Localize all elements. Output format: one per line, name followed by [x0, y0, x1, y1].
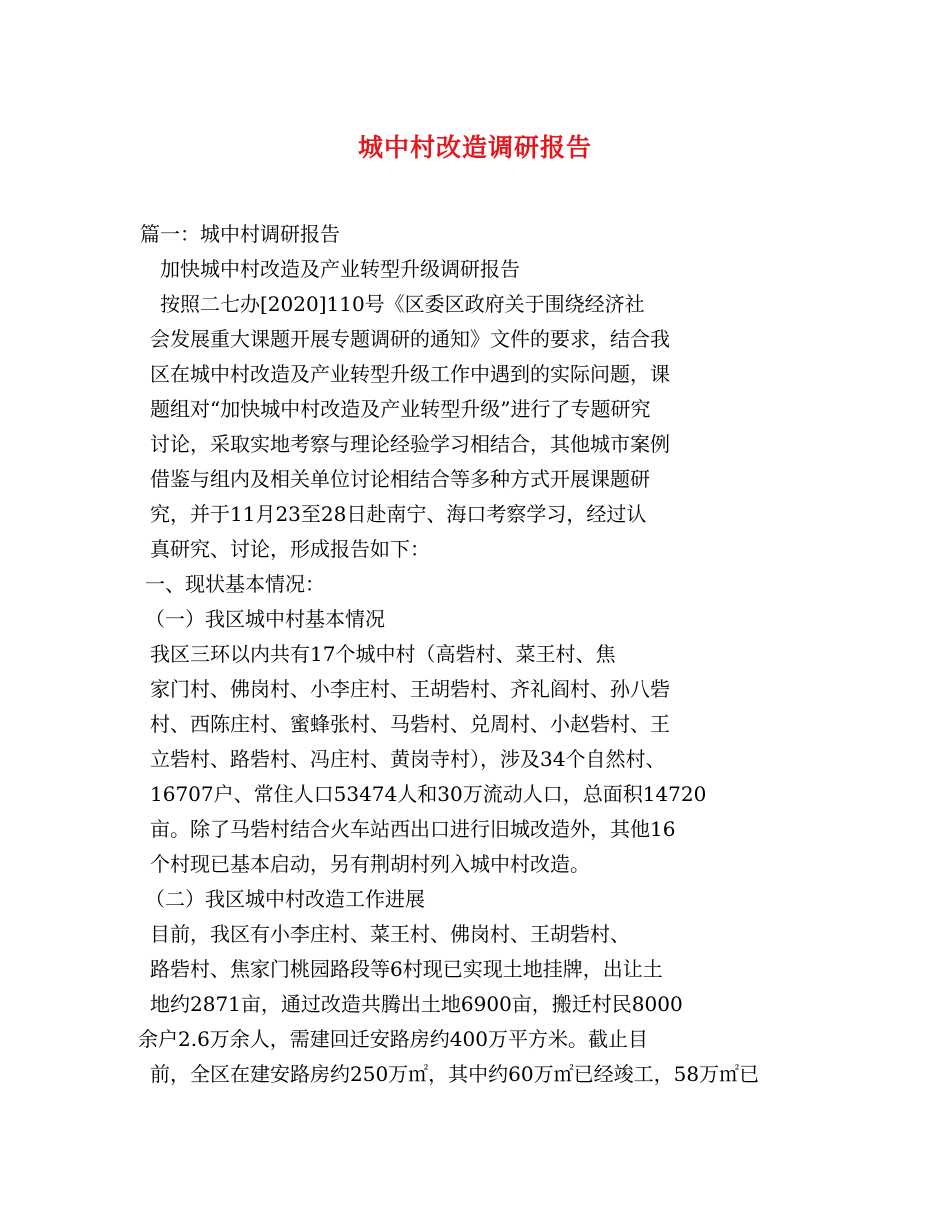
paragraph-line: 究，并于11月23至28日赴南宁、海口考察学习，经过认 [150, 502, 647, 526]
section-heading-part-one: 篇一：城中村调研报告 [140, 222, 340, 246]
paragraph-line: 地约2871亩，通过改造共腾出土地6900亩，搬迁村民8000 [150, 992, 683, 1016]
paragraph-line: 题组对“加快城中村改造及产业转型升级”进行了专题研究 [150, 397, 651, 421]
subsection-heading-progress: （二）我区城中村改造工作进展 [145, 887, 425, 911]
document-title: 城中村改造调研报告 [357, 133, 592, 162]
paragraph-line: 借鉴与组内及相关单位讨论相结合等多种方式开展课题研 [150, 467, 650, 491]
section-heading-current-status: 一、现状基本情况： [145, 572, 325, 596]
paragraph-line: 会发展重大课题开展专题调研的通知》文件的要求，结合我 [150, 327, 670, 351]
subsection-heading-basics: （一）我区城中村基本情况 [145, 607, 385, 631]
paragraph-line: 真研究、讨论，形成报告如下： [150, 537, 430, 561]
paragraph-line: 区在城中村改造及产业转型升级工作中遇到的实际问题，课 [150, 362, 670, 386]
paragraph-line: 目前，我区有小李庄村、菜王村、佛岗村、王胡砦村、 [150, 922, 630, 946]
paragraph-line: 16707户、常住人口53474人和30万流动人口，总面积14720 [150, 782, 707, 806]
paragraph-line: 村、西陈庄村、蜜蜂张村、马砦村、兑周村、小赵砦村、王 [150, 712, 670, 736]
paragraph-line: 亩。除了马砦村结合火车站西出口进行旧城改造外，其他16 [150, 817, 676, 841]
paragraph-line: 我区三环以内共有17个城中村（高砦村、菜王村、焦 [150, 642, 616, 666]
paragraph-line: 个村现已基本启动，另有荆胡村列入城中村改造。 [150, 852, 590, 876]
paragraph-line: 余户2.6万余人，需建回迁安路房约400万平方米。截止目 [138, 1027, 648, 1051]
paragraph-line: 路砦村、焦家门桃园路段等6村现已实现土地挂牌，出让土 [150, 957, 663, 981]
paragraph-line: 讨论，采取实地考察与理论经验学习相结合，其他城市案例 [150, 432, 670, 456]
paragraph-line: 家门村、佛岗村、小李庄村、王胡砦村、齐礼阎村、孙八砦 [150, 677, 670, 701]
paragraph-line: 立砦村、路砦村、冯庄村、黄岗寺村），涉及34个自然村、 [150, 747, 666, 771]
paragraph-line: 按照二七办[2020]110号《区委区政府关于围绕经济社 [160, 292, 645, 316]
report-subtitle: 加快城中村改造及产业转型升级调研报告 [160, 257, 520, 281]
paragraph-line: 前，全区在建安路房约250万㎡，其中约60万㎡已经竣工，58万㎡已 [150, 1062, 760, 1086]
